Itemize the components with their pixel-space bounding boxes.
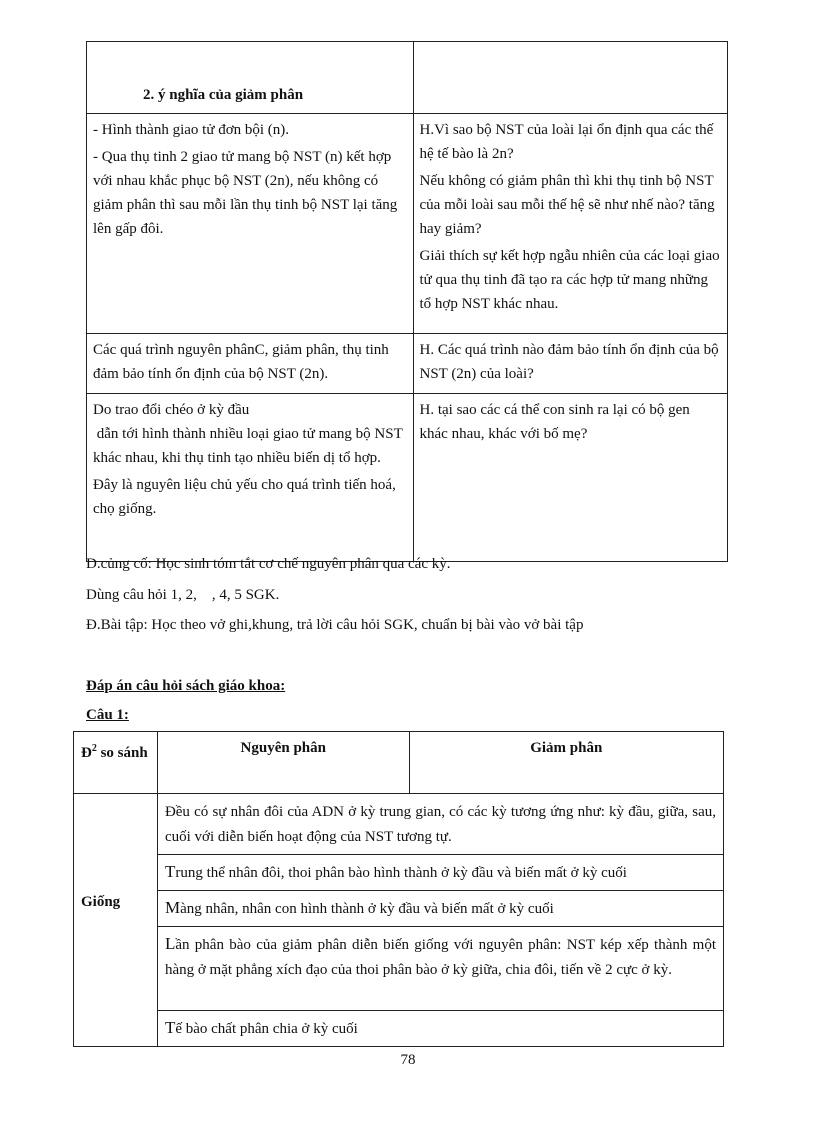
content-line: Đây là nguyên liệu chủ yếu cho quá trình tiến hoá, chọ giống.: [93, 477, 396, 517]
similarity-row: Màng nhân, nhân con hình thành ở kỳ đầu và biến mất ở kỳ cuối: [157, 891, 723, 927]
question-line: Giải thích sự kết hợp ngẫu nhiên của các loại giao tử qua thụ tinh đã tạo ra các hợp tử mang những tổ hợp NST khác nhau.: [419, 248, 720, 312]
comparison-table: [73, 731, 724, 1047]
content-line: - Hình thành giao tử đơn bội (n).: [93, 122, 290, 138]
homework-line: Đ.Bài tập: Học theo vở ghi,khung, trả lời câu hỏi SGK, chuẩn bị bài vào vở bài tập: [86, 617, 584, 633]
mitosis-header: Nguyên phân: [157, 732, 409, 794]
question-line: Nếu không có giảm phân thì khi thụ tinh bộ NST của mỗi loài sau mỗi thế hệ sẽ như nhế nào? tăng hay giảm?: [419, 173, 715, 237]
content-line: dẫn tới hình thành nhiều loại giao tử mang bộ NST khác nhau, khi thụ tinh tạo nhiều biến dị tổ hợp.: [93, 426, 407, 466]
content-line: Do trao đổi chéo ở kỳ đầu: [93, 402, 250, 418]
header-left-cell: [87, 42, 414, 114]
question-cell-right: [413, 394, 728, 562]
meaning-table: [86, 41, 728, 562]
content-line: - Qua thụ tinh 2 giao tử mang bộ NST (n) kết hợp với nhau khắc phục bộ NST (2n), nếu không có giảm phân thì sau mỗi lần thụ tinh bộ NST lại tăng lên gấp đôi.: [93, 149, 398, 237]
header-right-cell: [413, 42, 728, 114]
similarity-row: Tế bào chất phân chia ở kỳ cuối: [157, 1011, 723, 1047]
question-ref-line: Dùng câu hỏi 1, 2, , 4, 5 SGK.: [86, 587, 280, 603]
similarity-row: Lần phân bào của giảm phân diễn biến giống với nguyên phân: NST kép xếp thành một hàng ở mặt phẳng xích đạo của thoi phân bào ở kỳ giữa, chia đôi, tiến về 2 cực ở kỳ.: [157, 927, 723, 1011]
section-heading: 2. ý nghĩa của giảm phân: [143, 87, 304, 103]
content-line: Các quá trình nguyên phânC, giảm phân, thụ tinh đảm bảo tính ổn định của bộ NST (2n).: [93, 342, 389, 382]
superscript: 2: [91, 743, 97, 754]
question-line: H.Vì sao bộ NST của loài lại ổn định qua các thế hệ tế bào là 2n?: [419, 122, 714, 162]
similarity-row: Đều có sự nhân đôi của ADN ở kỳ trung gian, có các kỳ tương ứng như: kỳ đầu, giữa, sau, cuối với diễn biến hoạt động của NST tương tự.: [157, 794, 723, 855]
page-number: 78: [400, 1052, 416, 1068]
similar-group-label: Giống: [74, 794, 158, 1047]
answers-title: Đáp án câu hỏi sách giáo khoa:: [86, 678, 286, 694]
question-line: H. tại sao các cá thể con sinh ra lại có bộ gen khác nhau, khác với bố mẹ?: [419, 402, 690, 442]
question-cell-right: [413, 334, 728, 394]
content-cell-left: [87, 334, 414, 394]
meiosis-header: Giảm phân: [409, 732, 723, 794]
content-cell-left: [87, 114, 414, 334]
question-1-label: Câu 1:: [86, 707, 129, 723]
similarity-row: Trung thể nhân đôi, thoi phân bào hình thành ở kỳ đầu và biến mất ở kỳ cuối: [157, 855, 723, 891]
content-cell-left: [87, 394, 414, 562]
question-line: H. Các quá trình nào đảm bảo tính ổn định của bộ NST (2n) của loài?: [419, 342, 719, 382]
reinforce-line: D.củng cố: Học sinh tóm tắt cơ chế nguyên phân qua các kỳ.: [86, 556, 451, 572]
criteria-header: $Đ^2$ so sánh: [74, 732, 158, 794]
question-cell-right: [413, 114, 728, 334]
